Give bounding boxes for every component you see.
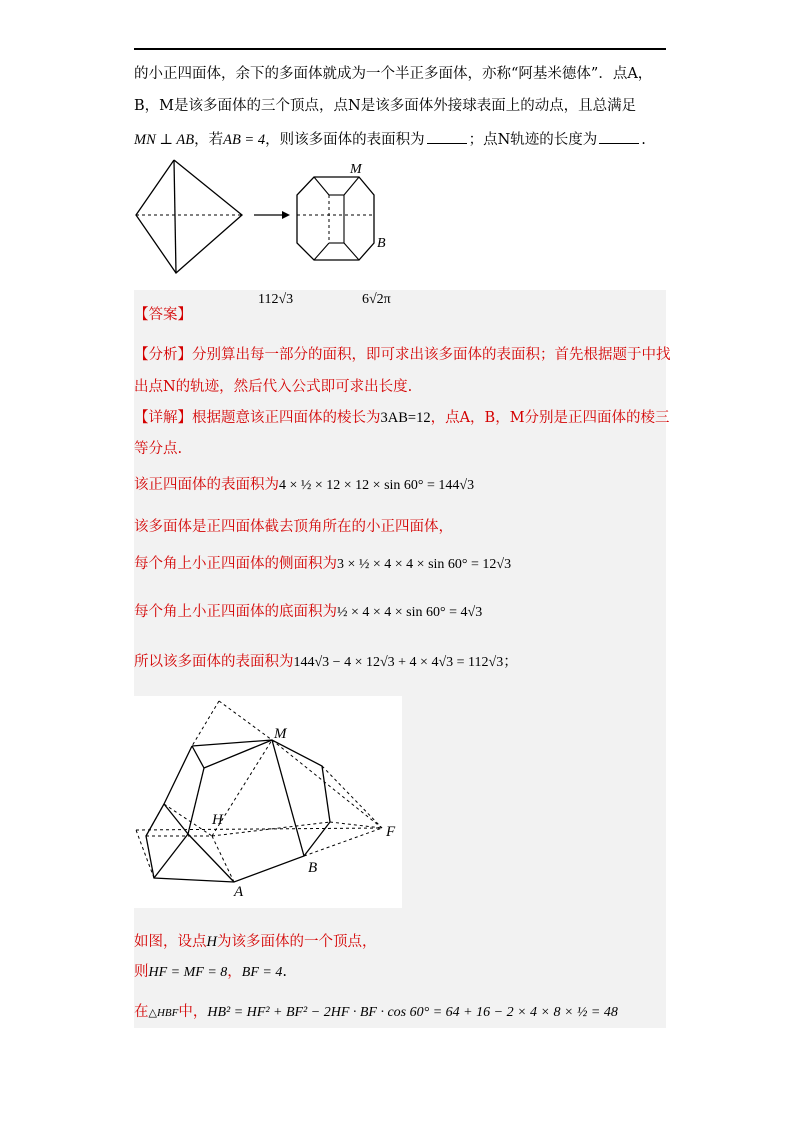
after-math-hf: HF = MF = 8 [148, 965, 228, 980]
after-ze: 则 [134, 964, 149, 980]
fig2-label-m: M [274, 726, 287, 742]
figure-2 [134, 696, 402, 908]
after-zai: 在 [134, 1004, 149, 1020]
step-4-math: ½ × 4 × 4 × sin 60° = 4√3 [337, 605, 483, 620]
problem-line-3 [134, 128, 646, 149]
step-5 [134, 650, 518, 671]
fig2-label-h: H [212, 812, 223, 828]
step-3-math: 3 × ½ × 4 × 4 × sin 60° = 12√3 [337, 557, 512, 572]
after-text-2: 为该多面体的一个顶点， [216, 934, 377, 950]
fig1-label-b: B [377, 236, 386, 251]
step-1 [134, 473, 474, 494]
detail-text-a: 根据题意该正四面体的棱长为 [192, 410, 381, 426]
figure-2-svg [134, 696, 402, 908]
detail-math-3ab: 3AB=12 [380, 410, 431, 426]
step-1-text: 该正四面体的表面积为 [134, 477, 279, 493]
after-h: H [206, 934, 217, 950]
answer-label: 【答案】 [134, 307, 192, 323]
after-line-1 [134, 930, 376, 951]
text-period: . [641, 132, 646, 148]
figure-1 [134, 155, 394, 280]
problem-line-1: 的小正四面体，余下的多面体就成为一个半正多面体，亦称“阿基米德体”．点A， [134, 66, 653, 82]
step-2: 该多面体是正四面体截去顶角所在的小正四面体， [134, 519, 453, 535]
after-line-2 [134, 960, 287, 981]
detail-label: 【详解】 [134, 410, 192, 426]
answer-value-1: 112√3 [258, 292, 294, 307]
after-end: . [282, 964, 287, 980]
text-area-q: ，则该多面体的表面积为 [265, 132, 425, 148]
figure-1-svg [134, 155, 394, 280]
text-length-q: ；点N轨迹的长度为 [468, 132, 598, 148]
fig1-label-m: M [350, 162, 362, 177]
header-rule [134, 48, 666, 50]
step-3 [134, 552, 511, 573]
after-math-bf: BF = 4 [241, 965, 283, 980]
step-5-text: 所以该多面体的表面积为 [134, 654, 294, 670]
analysis-line-1 [134, 343, 671, 364]
step-5-end: ； [503, 654, 518, 670]
step-1-math: 4 × ½ × 12 × 12 × sin 60° = 144√3 [279, 478, 475, 493]
fig2-label-a: A [234, 884, 244, 900]
step-5-math: 144√3 − 4 × 12√3 + 4 × 4√3 = 112√3 [293, 655, 504, 670]
fig2-label-f: F [386, 824, 396, 840]
fig2-label-b: B [308, 860, 318, 876]
step-4-text: 每个角上小正四面体的底面积为 [134, 604, 337, 620]
ab-eq-4: AB = 4 [223, 132, 266, 148]
mn-perp-ab: MN ⊥ AB [134, 132, 195, 148]
analysis-text-1: 分别算出每一部分的面积，即可求出该多面体的表面积；首先根据题于中找 [192, 347, 671, 363]
detail-line-1 [134, 406, 670, 427]
detail-line-2: 等分点. [134, 441, 183, 457]
analysis-line-2: 出点N的轨迹，然后代入公式即可求出长度. [134, 379, 413, 395]
answer-value-2: 6√2π [362, 292, 391, 307]
after-triangle: △HBF [148, 1007, 179, 1019]
text-ruo: ，若 [194, 132, 224, 148]
problem-line-2: B，M是该多面体的三个顶点，点N是该多面体外接球表面上的动点，且总满足 [134, 98, 637, 114]
after-line-3 [134, 1000, 618, 1021]
after-zhong: 中， [178, 1004, 208, 1020]
blank-1 [427, 131, 467, 144]
after-sep: ， [227, 964, 242, 980]
step-3-text: 每个角上小正四面体的侧面积为 [134, 556, 337, 572]
analysis-label: 【分析】 [134, 347, 192, 363]
after-text-1: 如图，设点 [134, 934, 207, 950]
step-4 [134, 600, 482, 621]
after-math-hb: HB² = HF² + BF² − 2HF · BF · cos 60° = 64 + 16 − 2 × 4 × 8 × ½ = 48 [207, 1005, 618, 1020]
detail-text-b: ，点A，B，M分别是正四面体的棱三 [430, 410, 670, 426]
blank-2 [599, 131, 639, 144]
